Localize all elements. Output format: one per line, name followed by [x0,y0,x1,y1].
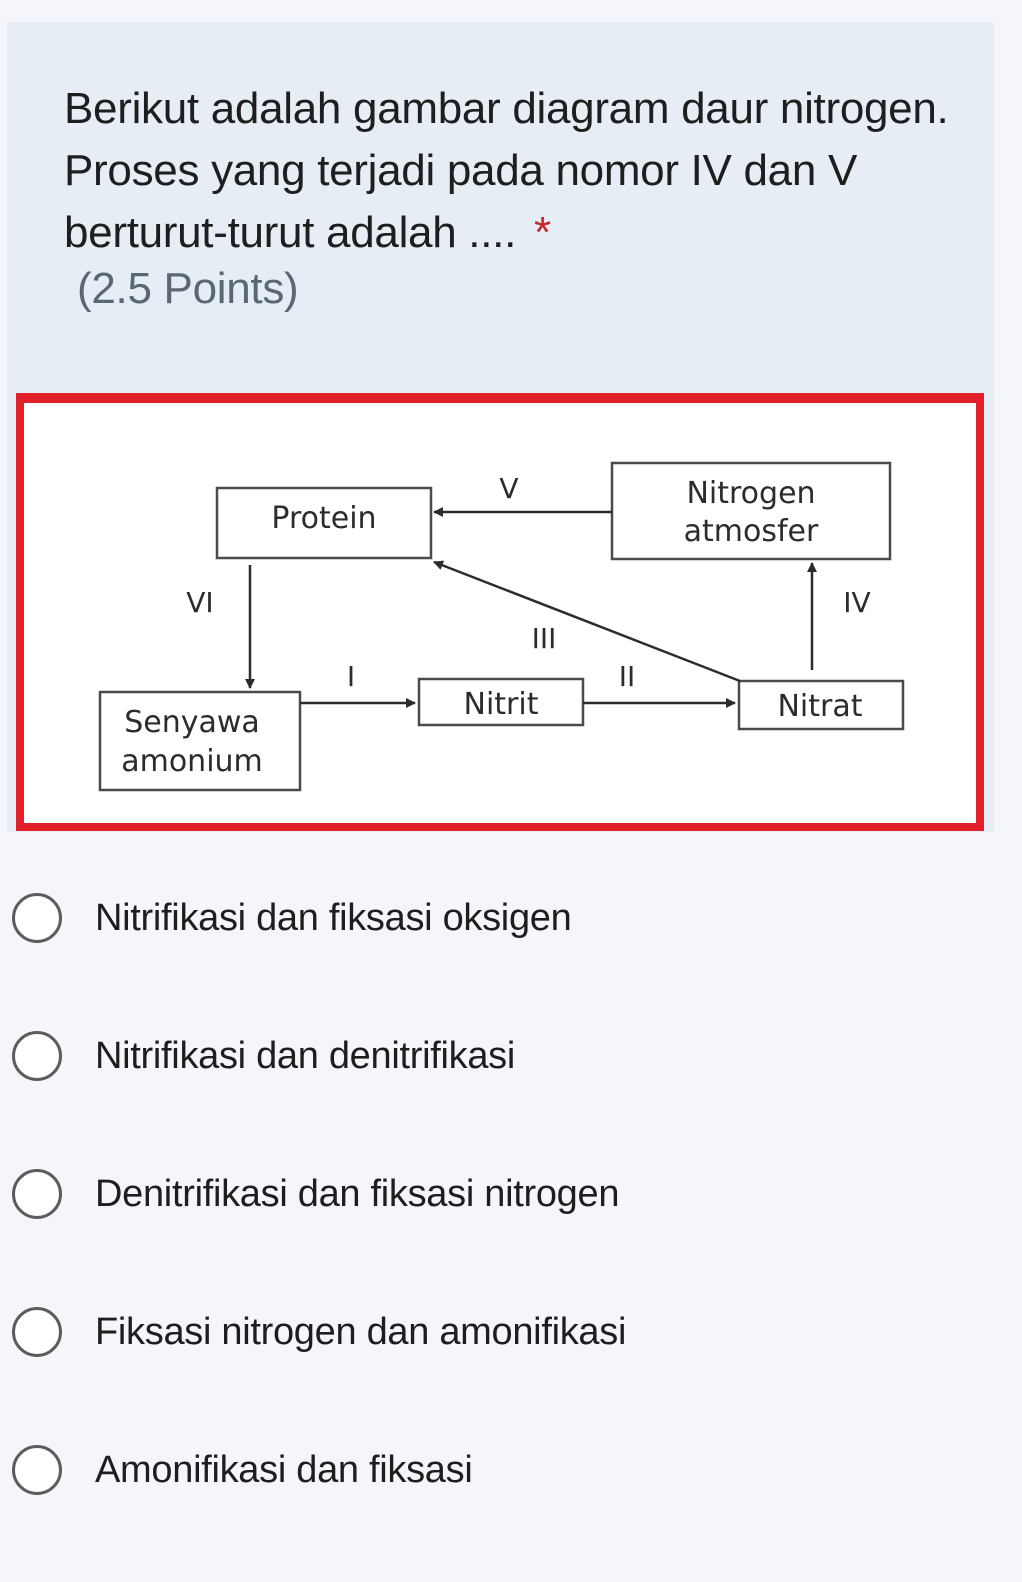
option-3[interactable] [12,1164,912,1224]
option-1[interactable] [12,888,912,948]
node-protein-label: Protein [271,501,377,536]
question-points: (2.5 Points) [77,264,299,313]
node-nitrit-label: Nitrit [463,687,539,722]
option-5[interactable] [12,1440,912,1500]
edge-i-label: I [346,660,356,693]
edge-vi-label: VI [186,586,214,619]
node-nitrogen-label-2: atmosfer [683,514,819,549]
edge-iv-label: IV [843,586,871,619]
nitrogen-cycle-diagram [16,393,984,831]
edge-iii-label: III [531,622,557,655]
edge-iii [434,562,740,681]
option-label: Amonifikasi dan fiksasi [95,1448,473,1491]
option-label: Denitrifikasi dan fiksasi nitrogen [95,1172,620,1215]
required-marker: * [534,208,551,257]
radio-button-icon[interactable] [12,893,62,943]
edge-v-label: V [499,472,519,505]
radio-button-icon[interactable] [12,1445,62,1495]
node-nitrogen-label-1: Nitrogen [686,476,816,511]
option-label: Nitrifikasi dan fiksasi oksigen [95,896,572,939]
node-nitrat-label: Nitrat [777,689,863,724]
option-4[interactable] [12,1302,912,1362]
radio-button-icon[interactable] [12,1169,62,1219]
question-body: Berikut adalah gambar diagram daur nitrogen. Proses yang terjadi pada nomor IV dan V berturut-turut adalah .... [64,84,949,257]
node-senyawa-label-1: Senyawa [124,705,260,740]
option-2[interactable] [12,1026,912,1086]
radio-button-icon[interactable] [12,1307,62,1357]
option-label: Fiksasi nitrogen dan amonifikasi [95,1310,627,1353]
node-senyawa-label-2: amonium [121,744,263,779]
edge-ii-label: II [618,660,636,693]
option-label: Nitrifikasi dan denitrifikasi [95,1034,516,1077]
radio-button-icon[interactable] [12,1031,62,1081]
